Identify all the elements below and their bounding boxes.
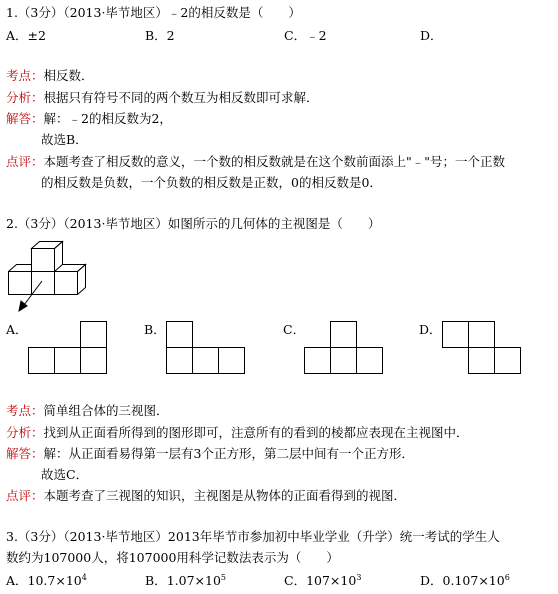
fenxi-label: 分析： xyxy=(6,90,44,105)
q1-dianping: 点评：本题考查了相反数的意义，一个数的相反数就是在这个数前面添上"﹣"号；一个正数 xyxy=(6,154,506,169)
q3-option-b: B．$1.07\times 10^5$ xyxy=(145,573,226,588)
q2-fenxi: 分析：找到从正面看所得到的图形即可，注意所有的看到的棱都应表现在主视图中． xyxy=(6,425,469,440)
geometry-solid-figure xyxy=(0,235,90,315)
q2-kaodian: 考点：简单组合体的三视图． xyxy=(6,403,169,418)
q3-option-c: C．$107\times 10^3$ xyxy=(284,573,362,588)
q2-guxuan: 故选C． xyxy=(41,467,89,482)
q1-fenxi: 分析：根据只有符号不同的两个数互为相反数即可求解． xyxy=(6,90,319,105)
fenxi-label: 分析： xyxy=(6,425,44,440)
q1-guxuan: 故选B． xyxy=(41,132,88,147)
jieda-label: 解答： xyxy=(6,111,44,126)
q3-option-a: A．$10.7\times 10^4$ xyxy=(6,573,87,588)
q1-option-c: C．﹣2 xyxy=(284,28,327,43)
jieda-label: 解答： xyxy=(6,446,44,461)
q1-option-a: A．±2 xyxy=(6,28,46,43)
q2-option-c-figure xyxy=(300,318,400,378)
q3-stem-line2: 数约为107000人，将107000用科学记数法表示为（ ） xyxy=(6,550,339,565)
q3-option-d: D．$0.107\times 10^6$ xyxy=(420,573,510,588)
kaodian-label: 考点： xyxy=(6,403,44,418)
q2-option-b-figure xyxy=(160,318,260,378)
q1-dianping-cont: 的相反数是负数，一个负数的相反数是正数，0的相反数是0． xyxy=(41,175,382,190)
q1-jieda: 解答：解：﹣2的相反数为2， xyxy=(6,111,172,126)
kaodian-label: 考点： xyxy=(6,68,44,83)
q2-dianping: 点评：本题考查了三视图的知识，主视图是从物体的正面看得到的视图． xyxy=(6,488,407,503)
q2-stem: 2.（3分）（2013·毕节地区）如图所示的几何体的主视图是（ ） xyxy=(6,216,381,231)
q2-option-d-figure xyxy=(438,318,538,378)
dianping-label: 点评： xyxy=(6,488,44,503)
q2-option-b-label: B． xyxy=(144,322,166,337)
q2-option-a-label: A． xyxy=(6,322,28,337)
q2-option-d-label: D． xyxy=(419,322,442,337)
dianping-label: 点评： xyxy=(6,154,44,169)
q1-option-d: D． xyxy=(420,28,443,43)
q3-stem-line1: 3.（3分）（2013·毕节地区）2013年毕节市参加初中毕业学业（升学）统一考试的学生人 xyxy=(6,529,500,544)
q1-stem: 1.（3分）（2013·毕节地区）﹣2的相反数是（ ） xyxy=(6,5,301,20)
q2-option-a-figure xyxy=(20,318,110,378)
q2-jieda: 解答：解：从正面看易得第一层有3个正方形，第二层中间有一个正方形． xyxy=(6,446,414,461)
q2-option-c-label: C． xyxy=(283,322,306,337)
q1-option-b: B．2 xyxy=(145,28,175,43)
q1-kaodian: 考点：相反数． xyxy=(6,68,94,83)
